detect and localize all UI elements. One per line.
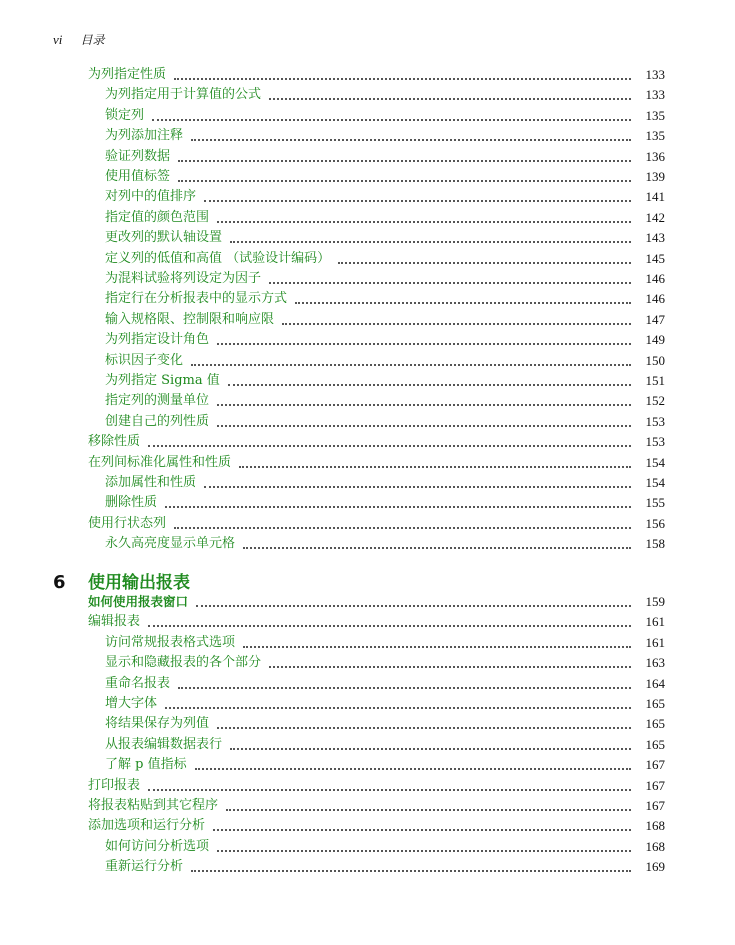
toc-entry-label[interactable]: 为混料试验将列设定为因子 xyxy=(105,271,262,286)
toc-entry-label[interactable]: 添加属性和性质 xyxy=(105,475,197,490)
toc-entry[interactable] xyxy=(0,391,665,411)
toc-entry[interactable] xyxy=(0,208,665,228)
toc-entry-label[interactable]: 从报表编辑数据表行 xyxy=(105,736,223,752)
toc-entry-page-number: 135 xyxy=(645,107,665,123)
toc-entry-label[interactable]: 如何使用报表窗口 xyxy=(88,594,189,609)
toc-entry-page-number: 133 xyxy=(645,87,665,103)
toc-entry[interactable] xyxy=(0,714,665,734)
dot-leader xyxy=(243,547,631,549)
dot-leader xyxy=(282,323,631,325)
toc-entry-page-number: 154 xyxy=(645,475,665,490)
toc-entry-page-number: 167 xyxy=(645,798,665,813)
toc-entry-page-number: 163 xyxy=(645,655,665,671)
toc-entry-page-number: 159 xyxy=(645,594,665,609)
toc-entry-page-number: 168 xyxy=(645,818,665,834)
toc-entry-page-number: 145 xyxy=(645,250,665,266)
toc-entry-page-number: 152 xyxy=(645,393,665,409)
toc-entry-page-number: 167 xyxy=(645,777,665,793)
toc-entry[interactable] xyxy=(0,796,665,816)
toc-entry-page-number: 169 xyxy=(645,859,665,875)
dot-leader xyxy=(178,180,631,182)
toc-entry-page-number: 149 xyxy=(645,332,665,348)
toc-entry-label[interactable]: 删除性质 xyxy=(105,495,158,511)
dot-leader xyxy=(338,262,631,264)
dot-leader xyxy=(178,160,631,162)
toc-entry[interactable] xyxy=(0,351,665,371)
dot-leader xyxy=(230,241,631,243)
dot-leader xyxy=(217,425,631,427)
toc-entry-page-number: 161 xyxy=(645,634,665,650)
dot-leader xyxy=(217,221,631,223)
toc-entry[interactable] xyxy=(0,289,665,309)
dot-leader xyxy=(213,829,631,831)
toc-entry-label[interactable]: 指定列的测量单位 xyxy=(105,393,210,409)
toc-entry-label[interactable]: 将报表粘贴到其它程序 xyxy=(88,798,219,813)
toc-entry[interactable] xyxy=(0,412,665,432)
toc-entry[interactable] xyxy=(0,776,665,796)
toc-entry[interactable] xyxy=(0,106,665,126)
toc-entry[interactable] xyxy=(0,371,665,391)
toc-entry-label[interactable]: 为列指定性质 xyxy=(88,67,167,82)
chapter-heading xyxy=(53,567,190,593)
toc-entry-label[interactable]: 为列指定 Sigma 值 xyxy=(105,373,220,388)
toc-entry-label[interactable]: 锁定列 xyxy=(105,107,145,123)
toc-entry[interactable] xyxy=(0,228,665,248)
toc-entry-label[interactable]: 重命名报表 xyxy=(105,675,171,691)
dot-leader xyxy=(165,707,631,709)
dot-leader xyxy=(269,98,631,100)
dot-leader xyxy=(191,870,631,872)
toc-entry-page-number: 156 xyxy=(645,515,665,531)
chapter-title[interactable]: 使用输出报表 xyxy=(88,573,190,593)
toc-entry-label[interactable]: 定义列的低值和高值 （试验设计编码） xyxy=(105,250,331,266)
toc-entry-page-number: 141 xyxy=(645,189,665,205)
toc-entry-label[interactable]: 为列指定设计角色 xyxy=(105,332,210,348)
toc-entry[interactable] xyxy=(0,126,665,146)
toc-entry-page-number: 133 xyxy=(645,67,665,82)
toc-entry[interactable] xyxy=(0,432,665,452)
toc-entry-label[interactable]: 指定行在分析报表中的显示方式 xyxy=(105,291,288,307)
toc-entry-label[interactable]: 了解 p 值指标 xyxy=(105,757,187,773)
toc-entry-label[interactable]: 为列添加注释 xyxy=(105,128,184,144)
toc-entry[interactable] xyxy=(0,147,665,167)
toc-entry-page-number: 139 xyxy=(645,169,665,184)
dot-leader xyxy=(295,302,631,304)
dot-leader xyxy=(230,748,631,750)
toc-entry-label[interactable]: 访问常规报表格式选项 xyxy=(105,634,236,650)
toc-entry-label[interactable]: 创建自己的列性质 xyxy=(105,413,210,429)
dot-leader xyxy=(217,343,631,345)
toc-entry[interactable] xyxy=(0,735,665,755)
toc-entry[interactable] xyxy=(0,249,665,269)
toc-entry[interactable] xyxy=(0,633,665,653)
dot-leader xyxy=(204,200,631,202)
toc-entry-page-number: 153 xyxy=(645,413,665,429)
toc-entry[interactable] xyxy=(0,592,665,612)
toc-entry[interactable] xyxy=(0,453,665,473)
toc-entry-label[interactable]: 更改列的默认轴设置 xyxy=(105,230,223,246)
dot-leader xyxy=(174,527,631,529)
dot-leader xyxy=(148,625,631,627)
dot-leader xyxy=(165,506,631,508)
dot-leader xyxy=(239,466,631,468)
dot-leader xyxy=(196,605,631,607)
dot-leader xyxy=(269,666,631,668)
toc-entry-page-number: 167 xyxy=(645,757,665,773)
toc-entry-page-number: 153 xyxy=(645,434,665,450)
dot-leader xyxy=(191,364,631,366)
header-title: 目录 xyxy=(80,33,105,47)
toc-entry[interactable] xyxy=(0,269,665,289)
toc-entry[interactable] xyxy=(0,310,665,330)
dot-leader xyxy=(228,384,631,386)
toc-entry[interactable] xyxy=(0,857,665,877)
toc-entry-page-number: 155 xyxy=(645,495,665,511)
toc-entry[interactable] xyxy=(0,534,665,554)
toc-entry-label[interactable]: 增大字体 xyxy=(105,696,158,711)
dot-leader xyxy=(178,687,631,689)
toc-entry-label[interactable]: 使用行状态列 xyxy=(88,515,167,531)
toc-entry-page-number: 143 xyxy=(645,230,665,246)
toc-entry[interactable] xyxy=(0,65,665,85)
toc-entry[interactable] xyxy=(0,473,665,493)
toc-entry[interactable] xyxy=(0,167,665,187)
dot-leader xyxy=(269,282,631,284)
toc-entry[interactable] xyxy=(0,85,665,105)
toc-entry[interactable] xyxy=(0,612,665,632)
chapter-number: 6 xyxy=(53,572,66,593)
dot-leader xyxy=(217,404,631,406)
dot-leader xyxy=(148,445,631,447)
toc-entry-label[interactable]: 标识因子变化 xyxy=(105,352,184,368)
dot-leader xyxy=(191,139,631,141)
toc-entry[interactable] xyxy=(0,514,665,534)
toc-entry[interactable] xyxy=(0,816,665,836)
toc-entry-label[interactable]: 显示和隐藏报表的各个部分 xyxy=(105,655,262,671)
page-number-label: vi xyxy=(53,32,63,47)
dot-leader xyxy=(152,119,631,121)
toc-entry-page-number: 168 xyxy=(645,838,665,854)
toc-entry-label[interactable]: 将结果保存为列值 xyxy=(105,716,210,732)
dot-leader xyxy=(148,789,631,791)
toc-entry-page-number: 147 xyxy=(645,311,665,327)
toc-entry-page-number: 154 xyxy=(645,454,665,470)
toc-entry-page-number: 136 xyxy=(645,148,665,164)
toc-entry-label[interactable]: 永久高亮度显示单元格 xyxy=(105,536,236,552)
toc-entry-page-number: 146 xyxy=(645,291,665,307)
toc-entry-label[interactable]: 移除性质 xyxy=(88,434,141,450)
toc-entry-page-number: 164 xyxy=(645,675,665,691)
dot-leader xyxy=(217,727,631,729)
dot-leader xyxy=(226,809,631,811)
toc-entry[interactable] xyxy=(0,755,665,775)
toc-entry-label[interactable]: 输入规格限、控制限和响应限 xyxy=(105,311,275,327)
dot-leader xyxy=(204,486,631,488)
toc-entry-label[interactable]: 重新运行分析 xyxy=(105,859,184,875)
toc-entry[interactable] xyxy=(0,330,665,350)
toc-entry[interactable] xyxy=(0,653,665,673)
toc-entry-label[interactable]: 为列指定用于计算值的公式 xyxy=(105,87,262,103)
toc-entry-page-number: 165 xyxy=(645,736,665,752)
toc-entry-label[interactable]: 编辑报表 xyxy=(88,614,141,630)
toc-entry-page-number: 151 xyxy=(645,373,665,388)
toc-entry-page-number: 165 xyxy=(645,696,665,711)
dot-leader xyxy=(195,768,631,770)
toc-entry[interactable] xyxy=(0,694,665,714)
toc-entry[interactable] xyxy=(0,493,665,513)
toc-entry-page-number: 165 xyxy=(645,716,665,732)
toc-entry-label[interactable]: 如何访问分析选项 xyxy=(105,838,210,854)
dot-leader xyxy=(217,850,631,852)
toc-entry-page-number: 135 xyxy=(645,128,665,144)
toc-entry-page-number: 158 xyxy=(645,536,665,552)
page-header xyxy=(53,31,105,48)
toc-entry-page-number: 150 xyxy=(645,352,665,368)
toc-entry-label[interactable]: 添加选项和运行分析 xyxy=(88,818,206,834)
dot-leader xyxy=(243,646,631,648)
dot-leader xyxy=(174,78,631,80)
toc-entry-page-number: 142 xyxy=(645,209,665,225)
toc-entry-page-number: 161 xyxy=(645,614,665,630)
toc-entry-label[interactable]: 对列中的值排序 xyxy=(105,189,197,205)
toc-entry-page-number: 146 xyxy=(645,271,665,286)
toc-entry[interactable] xyxy=(0,674,665,694)
toc-entry-label[interactable]: 在列间标准化属性和性质 xyxy=(88,454,232,470)
toc-entry[interactable] xyxy=(0,187,665,207)
toc-entry[interactable] xyxy=(0,837,665,857)
toc-entry-label[interactable]: 验证列数据 xyxy=(105,148,171,164)
toc-entry-label[interactable]: 打印报表 xyxy=(88,777,141,793)
toc-entry-label[interactable]: 使用值标签 xyxy=(105,169,171,184)
toc-entry-label[interactable]: 指定值的颜色范围 xyxy=(105,209,210,225)
